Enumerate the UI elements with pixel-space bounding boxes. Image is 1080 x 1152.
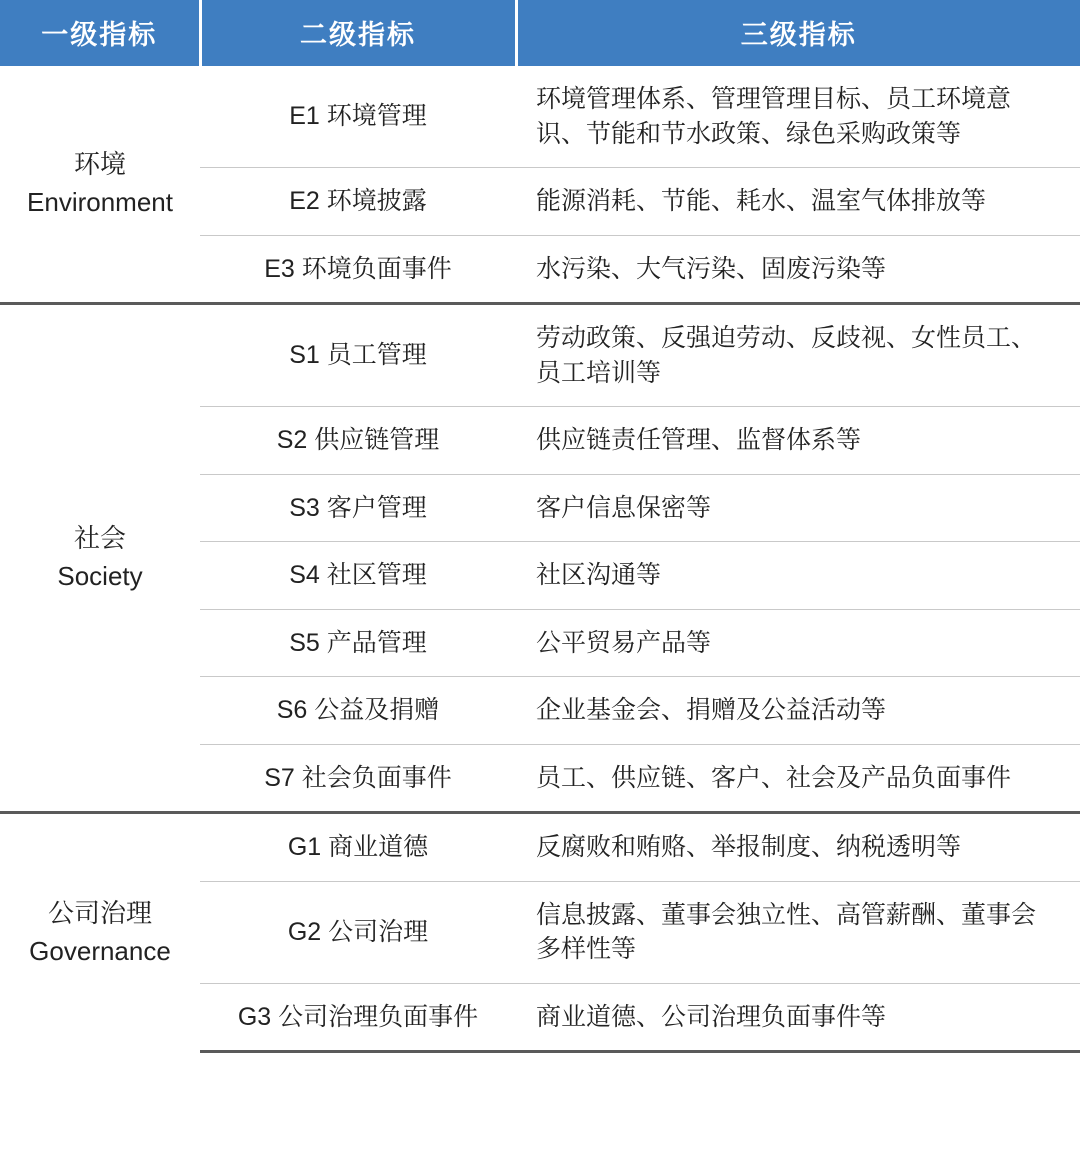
level2-indicator: E2 环境披露: [200, 168, 516, 236]
level2-indicator: S5 产品管理: [200, 609, 516, 677]
level1-category: [0, 66, 200, 304]
level1-label-cn: 环境: [73, 149, 126, 180]
level2-indicator: S2 供应链管理: [200, 407, 516, 475]
level2-indicator: E3 环境负面事件: [200, 235, 516, 304]
table-row: [0, 66, 1080, 168]
level3-indicator: 员工、供应链、客户、社会及产品负面事件: [516, 744, 1080, 813]
level3-indicator: 水污染、大气污染、固废污染等: [516, 235, 1080, 304]
table-header: [0, 0, 1080, 66]
level2-indicator: G3 公司治理负面事件: [200, 983, 516, 1052]
level2-indicator: E1 环境管理: [289, 102, 427, 131]
level3-indicator: 社区沟通等: [516, 542, 1080, 610]
level2-indicator: G1 商业道德: [200, 813, 516, 882]
level1-label-en: Governance: [29, 935, 171, 966]
level3-indicator: 商业道德、公司治理负面事件等: [516, 983, 1080, 1052]
level1-label-en: Society: [57, 561, 143, 591]
table-body: [0, 66, 1080, 1052]
header-level1: 一级指标: [0, 0, 200, 66]
level3-indicator: 劳动政策、反强迫劳动、反歧视、女性员工、员工培训等: [516, 304, 1080, 407]
table-row: [0, 813, 1080, 882]
level1-category: [0, 813, 200, 1052]
level3-indicator: 环境管理体系、管理管理目标、员工环境意识、节能和节水政策、绿色采购政策等: [536, 85, 1012, 148]
level1-label-cn: 公司治理: [47, 898, 152, 929]
level3-indicator: 公平贸易产品等: [516, 609, 1080, 677]
level1-category: [0, 304, 200, 813]
level1-label-en: Environment: [27, 187, 173, 217]
level2-indicator: S6 公益及捐赠: [200, 677, 516, 745]
level3-indicator: 供应链责任管理、监督体系等: [516, 407, 1080, 475]
table-row: [0, 304, 1080, 407]
level2-indicator: S1 员工管理: [200, 304, 516, 407]
level2-indicator: S3 客户管理: [200, 474, 516, 542]
level3-indicator: 反腐败和贿赂、举报制度、纳税透明等: [516, 813, 1080, 882]
level2-indicator: G2 公司治理: [200, 881, 516, 983]
level2-indicator: S7 社会负面事件: [200, 744, 516, 813]
table-header-row: [0, 0, 1080, 66]
level3-indicator: 客户信息保密等: [516, 474, 1080, 542]
level1-label-cn: 社会: [73, 523, 126, 554]
header-level2: 二级指标: [200, 0, 516, 66]
header-level3: 三级指标: [516, 0, 1080, 66]
level3-indicator: 能源消耗、节能、耗水、温室气体排放等: [516, 168, 1080, 236]
level3-indicator: 企业基金会、捐赠及公益活动等: [516, 677, 1080, 745]
level3-indicator: 信息披露、董事会独立性、高管薪酬、董事会多样性等: [516, 881, 1080, 983]
level2-indicator: S4 社区管理: [200, 542, 516, 610]
